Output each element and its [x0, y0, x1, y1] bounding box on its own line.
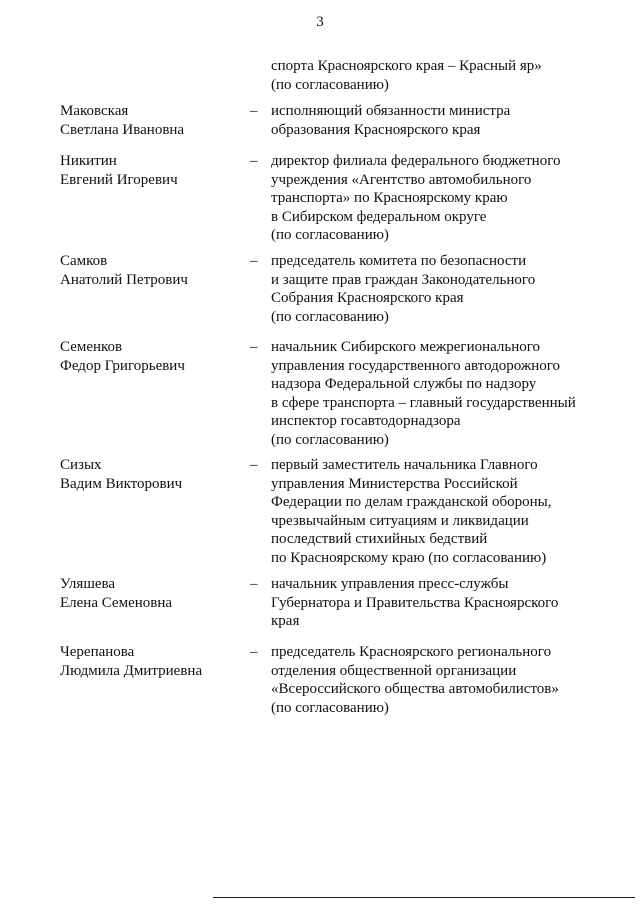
position-line: по Красноярскому краю (по согласованию) — [271, 549, 547, 566]
member-given-names: Людмила Дмитриевна — [60, 662, 203, 679]
position-line: в Сибирском федеральном округе — [271, 208, 487, 225]
position-line: первый заместитель начальника Главного — [271, 457, 538, 473]
continuation-text — [271, 57, 611, 94]
position-line: начальник Сибирского межрегионального — [271, 339, 541, 355]
member-surname: Никитин — [60, 153, 117, 169]
member-position — [271, 575, 611, 631]
member-given-names: Светлана Ивановна — [60, 121, 185, 138]
position-line: управления государственного автодорожного — [271, 357, 561, 374]
position-line: (по согласованию) — [271, 227, 389, 243]
dash-separator: – — [250, 103, 258, 119]
position-line: отделения общественной организации — [271, 662, 517, 679]
position-line: управления Министерства Российской — [271, 475, 518, 492]
dash-separator: – — [250, 153, 258, 169]
member-surname: Уляшева — [60, 576, 116, 592]
member-surname: Сизых — [60, 457, 102, 473]
position-line: образования Красноярского края — [271, 121, 481, 138]
dash-separator: – — [250, 457, 258, 473]
member-name — [60, 456, 240, 493]
dash-separator: – — [250, 644, 258, 660]
member-position — [271, 102, 611, 139]
position-line: Федерации по делам гражданской обороны, — [271, 494, 552, 510]
member-given-names: Анатолий Петрович — [60, 271, 188, 288]
position-line: исполняющий обязанности министра — [271, 103, 511, 119]
position-line: чрезвычайным ситуациям и ликвидации — [271, 512, 529, 529]
position-line: Собрания Красноярского края — [271, 290, 464, 306]
member-given-names: Федор Григорьевич — [60, 357, 185, 374]
member-position — [271, 338, 611, 449]
member-surname: Черепанова — [60, 644, 135, 660]
member-name — [60, 338, 240, 375]
member-position — [271, 152, 611, 245]
member-position — [271, 643, 611, 717]
continuation-line: спорта Красноярского края – Красный яр» — [271, 58, 542, 74]
position-line: председатель комитета по безопасности — [271, 253, 527, 269]
position-line: (по согласованию) — [271, 699, 389, 716]
position-line: надзора Федеральной службы по надзору — [271, 376, 537, 392]
member-given-names: Евгений Игоревич — [60, 171, 178, 188]
position-line: инспектор госавтодорнадзора — [271, 413, 461, 429]
position-line: учреждения «Агентство автомобильного — [271, 171, 532, 188]
member-position — [271, 252, 611, 326]
member-given-names: Елена Семеновна — [60, 594, 173, 611]
dash-separator: – — [250, 253, 258, 269]
position-line: последствий стихийных бедствий — [271, 531, 488, 547]
bottom-rule — [213, 897, 635, 898]
position-line: транспорта» по Красноярскому краю — [271, 190, 508, 206]
member-position — [271, 456, 611, 567]
position-line: края — [271, 613, 300, 629]
position-line: Губернатора и Правительства Красноярского — [271, 594, 559, 611]
dash-separator: – — [250, 339, 258, 355]
position-line: и защите прав граждан Законодательного — [271, 271, 536, 288]
member-surname: Самков — [60, 253, 108, 269]
dash-separator: – — [250, 576, 258, 592]
member-surname: Маковская — [60, 103, 129, 119]
position-line: (по согласованию) — [271, 431, 389, 448]
member-name — [60, 102, 240, 139]
member-name — [60, 643, 240, 680]
member-surname: Семенков — [60, 339, 123, 355]
position-line: «Всероссийского общества автомобилистов» — [271, 681, 559, 697]
member-name — [60, 575, 240, 612]
position-line: (по согласованию) — [271, 308, 389, 325]
position-line: в сфере транспорта – главный государственный — [271, 394, 576, 411]
position-line: председатель Красноярского регионального — [271, 644, 552, 660]
member-name — [60, 152, 240, 189]
page-number: 3 — [316, 14, 324, 30]
member-given-names: Вадим Викторович — [60, 475, 183, 492]
position-line: начальник управления пресс-службы — [271, 576, 509, 592]
member-name — [60, 252, 240, 289]
continuation-line: (по согласованию) — [271, 76, 389, 93]
position-line: директор филиала федерального бюджетного — [271, 153, 561, 169]
